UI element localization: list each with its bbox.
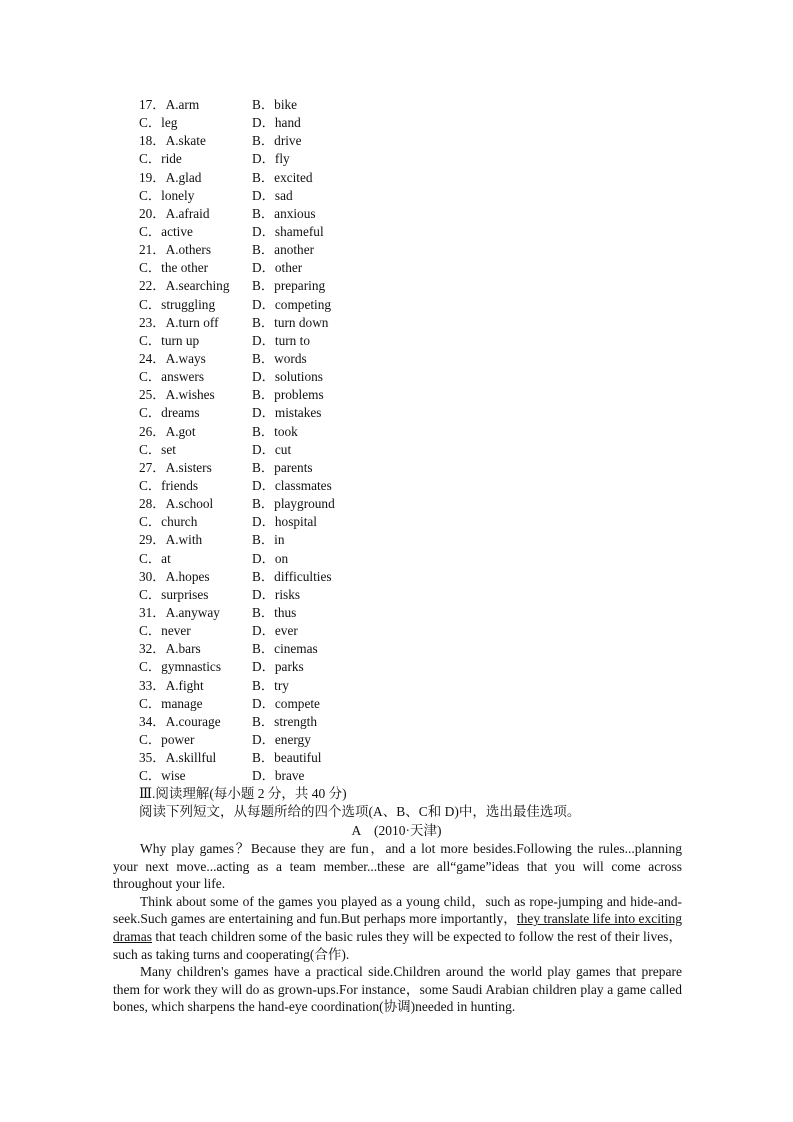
option-left: 30．A.hopes <box>139 568 210 584</box>
option-left: C．gymnastics <box>139 659 221 675</box>
question-row-continued <box>139 767 459 785</box>
question-row <box>139 568 459 586</box>
option-right: D．shameful <box>252 223 324 239</box>
option-right: D．cut <box>252 441 292 457</box>
option-left: C．ride <box>139 151 182 167</box>
option-right: B．took <box>252 423 298 439</box>
option-right: D．solutions <box>252 369 323 385</box>
option-left: C．turn up <box>139 332 200 348</box>
option-left: 32．A.bars <box>139 641 201 657</box>
passage-label: A (2010·天津) <box>351 823 442 838</box>
option-right: D．sad <box>252 187 293 203</box>
option-left: 23．A.turn off <box>139 314 219 330</box>
option-right: B．turn down <box>252 314 329 330</box>
passage-text: Think about some of the games you played as a young child，such as rope-jumping and hide-and-seek.Such games are entertaining and fun.But perhaps more importantly， <box>113 893 682 927</box>
option-left: C．set <box>139 441 176 457</box>
option-right: D．hand <box>252 115 301 131</box>
question-row-continued <box>139 114 459 132</box>
question-row-continued <box>139 586 459 604</box>
option-left: 22．A.searching <box>139 278 230 294</box>
option-left: C．never <box>139 623 191 639</box>
option-right: B．try <box>252 677 289 693</box>
question-row-continued <box>139 513 459 531</box>
question-row-continued <box>139 477 459 495</box>
option-right: B．in <box>252 532 285 548</box>
option-right: D．compete <box>252 695 320 711</box>
passage-text: that teach children some of the basic rules they will be expected to follow the rest of their lives，such as taking turns and cooperating(合作). <box>113 928 682 962</box>
underlined-phrase: they translate life into exciting dramas <box>113 911 682 944</box>
option-right: B．bike <box>252 97 298 112</box>
question-row-continued <box>139 150 459 168</box>
question-row-continued <box>139 550 459 568</box>
option-right: B．cinemas <box>252 641 318 657</box>
option-right: D．fly <box>252 151 290 167</box>
option-right: B．drive <box>252 133 302 149</box>
option-left: C．dreams <box>139 405 200 421</box>
passage-paragraph: Many children's games have a practical side.Children around the world play games that prepare them for work they will do as grown-ups.For instance，some Saudi Arabian children play a game called bones, which sharpens the hand-eye coordination(协调)needed in hunting. <box>113 964 682 1015</box>
question-row <box>139 604 459 622</box>
option-left: C．at <box>139 550 171 566</box>
passage-paragraph: Why play games？Because they are fun，and a lot more besides.Following the rules...planning your next move...acting as a team member...these are all“game”ideas that you will come across throughout your life. <box>113 841 682 892</box>
instruction-text: 阅读下列短文，从每题所给的四个选项(A、B、C和 D)中，选出最佳选项。 <box>139 804 581 819</box>
option-right: B．thus <box>252 604 297 620</box>
option-right: B．difficulties <box>252 568 332 584</box>
option-right: D．classmates <box>252 477 332 493</box>
question-options-list <box>139 96 459 785</box>
option-left: C．wise <box>139 768 186 784</box>
option-right: D．competing <box>252 296 332 312</box>
option-left: 18．A.skate <box>139 133 206 149</box>
option-left: 21．A.others <box>139 242 212 258</box>
option-left: C．surprises <box>139 586 209 602</box>
question-row <box>139 277 459 295</box>
option-right: D．mistakes <box>252 405 322 421</box>
option-left: C．manage <box>139 695 203 711</box>
question-row <box>139 423 459 441</box>
question-row-continued <box>139 259 459 277</box>
option-right: D．other <box>252 260 303 276</box>
question-row-continued <box>139 658 459 676</box>
option-left: 25．A.wishes <box>139 387 215 403</box>
option-right: B．playground <box>252 496 335 512</box>
option-left: C．lonely <box>139 187 195 203</box>
option-right: B．another <box>252 242 315 258</box>
question-row <box>139 132 459 150</box>
question-row <box>139 96 459 114</box>
option-left: 20．A.afraid <box>139 205 210 221</box>
option-right: B．strength <box>252 713 318 729</box>
question-row <box>139 205 459 223</box>
option-right: D．energy <box>252 731 311 747</box>
section-heading: Ⅲ.阅读理解(每小题 2 分，共 40 分) <box>139 786 347 801</box>
question-row <box>139 350 459 368</box>
option-left: C．friends <box>139 477 199 493</box>
question-row <box>139 241 459 259</box>
option-left: 34．A.courage <box>139 713 221 729</box>
option-left: C．power <box>139 731 195 747</box>
option-left: 28．A.school <box>139 496 214 512</box>
option-left: 24．A.ways <box>139 350 206 366</box>
question-row-continued <box>139 622 459 640</box>
question-row <box>139 495 459 513</box>
question-row-continued <box>139 404 459 422</box>
option-right: D．hospital <box>252 514 318 530</box>
option-left: 26．A.got <box>139 423 196 439</box>
option-left: C．answers <box>139 369 204 385</box>
option-right: B．beautiful <box>252 750 322 766</box>
option-right: D．turn to <box>252 332 310 348</box>
option-right: D．risks <box>252 586 301 602</box>
question-row-continued <box>139 187 459 205</box>
option-right: B．excited <box>252 169 313 185</box>
option-left: 17．A.arm <box>139 97 200 112</box>
question-row <box>139 169 459 187</box>
question-row-continued <box>139 368 459 386</box>
option-left: 27．A.sisters <box>139 459 212 475</box>
question-row <box>139 386 459 404</box>
question-row <box>139 713 459 731</box>
option-right: B．parents <box>252 459 313 475</box>
reading-passage <box>113 840 682 1016</box>
option-left: 19．A.glad <box>139 169 202 185</box>
option-right: B．problems <box>252 387 324 403</box>
option-left: C．struggling <box>139 296 216 312</box>
option-right: B．anxious <box>252 205 316 221</box>
option-left: C．church <box>139 514 198 530</box>
option-right: B．preparing <box>252 278 326 294</box>
option-left: 35．A.skillful <box>139 750 217 766</box>
question-row-continued <box>139 695 459 713</box>
option-right: D．parks <box>252 659 304 675</box>
option-left: 33．A.fight <box>139 677 204 693</box>
option-right: B．words <box>252 350 307 366</box>
question-row <box>139 677 459 695</box>
option-left: 31．A.anyway <box>139 604 220 620</box>
option-right: D．on <box>252 550 289 566</box>
question-row <box>139 531 459 549</box>
question-row-continued <box>139 731 459 749</box>
question-row-continued <box>139 441 459 459</box>
option-left: C．active <box>139 223 193 239</box>
question-row <box>139 459 459 477</box>
question-row <box>139 749 459 767</box>
question-row <box>139 640 459 658</box>
option-right: D．ever <box>252 623 298 639</box>
option-right: D．brave <box>252 768 305 784</box>
option-left: 29．A.with <box>139 532 203 548</box>
question-row-continued <box>139 296 459 314</box>
passage-paragraph <box>113 893 682 963</box>
question-row <box>139 314 459 332</box>
question-row-continued <box>139 332 459 350</box>
option-left: C．the other <box>139 260 209 276</box>
question-row-continued <box>139 223 459 241</box>
option-left: C．leg <box>139 115 178 131</box>
